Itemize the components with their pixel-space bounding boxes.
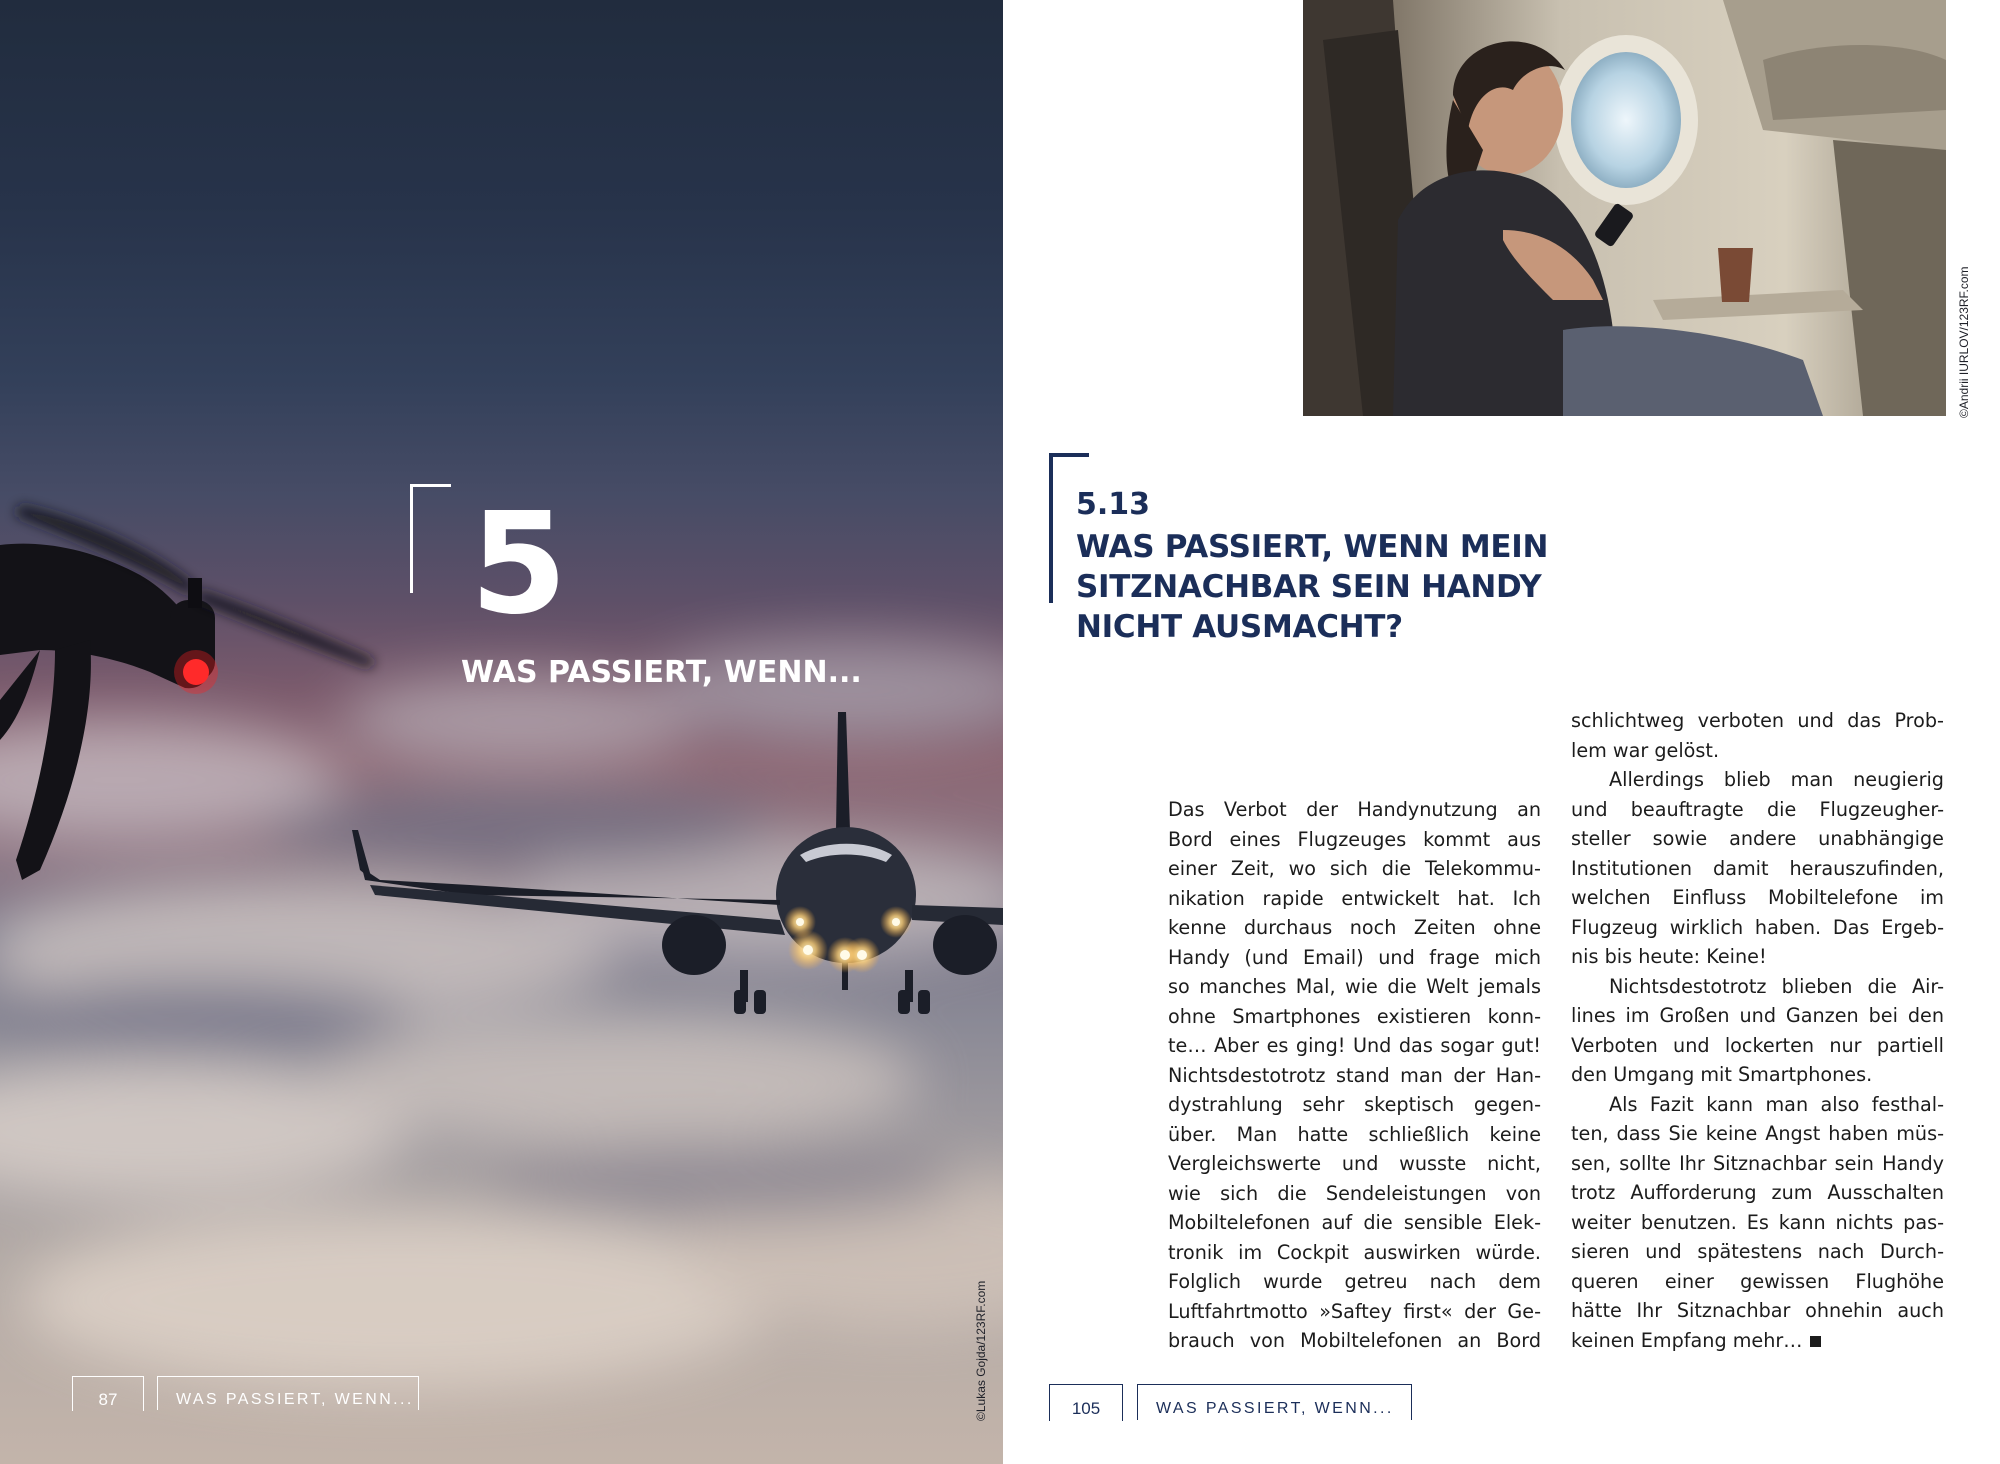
body-text-line: queren einer gewissen Flughöhe bbox=[1571, 1269, 1944, 1293]
body-text-line: lines im Großen und Ganzen bei den bbox=[1571, 1004, 1944, 1027]
body-text-line: Nichtsdestotrotz blieben die Air- bbox=[1609, 974, 1944, 998]
body-text-line: Als Fazit kann man also festhal- bbox=[1609, 1092, 1944, 1116]
body-text-line: Verboten und lockerten nur partiell bbox=[1571, 1033, 1944, 1057]
chapter-bracket bbox=[410, 484, 451, 593]
cabin-photo bbox=[1303, 0, 1946, 416]
body-text-line: te… Aber es ging! Und das sogar gut! bbox=[1168, 1034, 1541, 1057]
page-number: 105 bbox=[1049, 1384, 1123, 1421]
body-text-line: trotz Aufforderung zum Ausschalten bbox=[1571, 1181, 1944, 1204]
body-text-line: Das Verbot der Handynutzung an bbox=[1168, 798, 1541, 821]
section-title-line: NICHT AUSMACHT? bbox=[1076, 609, 1403, 645]
body-text-line: tronik im Cockpit auswirken würde. bbox=[1168, 1240, 1541, 1264]
body-text-line: sen, sollte Ihr Sitznachbar sein Handy bbox=[1571, 1151, 1944, 1175]
passenger-photo-illustration bbox=[1303, 0, 1946, 416]
body-text-line: lem war gelöst. bbox=[1571, 738, 1720, 762]
body-column-left bbox=[1168, 795, 1541, 1356]
body-text-line: wie sich die Sendeleistungen von bbox=[1168, 1181, 1541, 1205]
body-text-line: nikation rapide entwickelt hat. Ich bbox=[1168, 886, 1541, 910]
body-text-line: welchen Einfluss Mobiltelefone im bbox=[1571, 886, 1944, 909]
body-text-line: steller sowie andere unabhängige bbox=[1571, 827, 1944, 850]
page-footer bbox=[0, 1376, 1003, 1426]
body-text-line: weiter benutzen. Es kann nichts pas- bbox=[1571, 1210, 1944, 1234]
body-text-line: über. Man hatte schließlich keine bbox=[1168, 1122, 1541, 1146]
page-footer bbox=[1003, 1384, 2000, 1434]
chapter-number: 5 bbox=[470, 483, 564, 646]
body-text-line: brauch von Mobiltelefonen an Bord bbox=[1168, 1329, 1541, 1352]
body-text-line: so manches Mal, wie die Welt jemals bbox=[1168, 975, 1541, 998]
section-title-line: SITZNACHBAR SEIN HANDY bbox=[1076, 569, 1542, 605]
body-text-line: Vergleichswerte und wusste nicht, bbox=[1168, 1152, 1541, 1175]
body-text-line: dystrahlung sehr skeptisch gegen- bbox=[1168, 1093, 1541, 1116]
right-page bbox=[1003, 0, 2000, 1464]
body-text-line: hätte Ihr Sitznachbar ohnehin auch bbox=[1571, 1299, 1944, 1322]
section-title-line: WAS PASSIERT, WENN MEIN bbox=[1076, 529, 1549, 565]
body-text-line: ten, dass Sie keine Angst haben müs- bbox=[1571, 1122, 1944, 1145]
body-text-line: schlichtweg verboten und das Prob- bbox=[1571, 709, 1944, 732]
body-text-line: Flugzeug wirklich haben. Das Ergeb- bbox=[1571, 915, 1944, 939]
end-of-article-square-icon bbox=[1810, 1336, 1821, 1347]
body-text-line: den Umgang mit Smartphones. bbox=[1571, 1063, 1873, 1086]
body-column-right bbox=[1571, 706, 1944, 1355]
photo-credit: ©Lukas Gojda/123RF.com bbox=[974, 1280, 988, 1421]
body-text-line: Bord eines Flugzeuges kommt aus bbox=[1168, 827, 1541, 851]
body-text-line: Nichtsdestotrotz stand man der Han- bbox=[1168, 1063, 1541, 1087]
body-text-line: Allerdings blieb man neugierig bbox=[1609, 768, 1944, 791]
body-text-line: Handy (und Email) und frage mich bbox=[1168, 945, 1541, 969]
running-title: WAS PASSIERT, WENN... bbox=[1137, 1384, 1412, 1420]
body-text-line: ohne Smartphones existieren konn- bbox=[1168, 1004, 1541, 1028]
chapter-title: WAS PASSIERT, WENN... bbox=[461, 655, 862, 690]
body-text-line-final bbox=[1571, 1326, 1944, 1356]
body-text-line: Folglich wurde getreu nach dem bbox=[1168, 1270, 1541, 1293]
body-text-line: einer Zeit, wo sich die Telekommu- bbox=[1168, 857, 1541, 880]
page-number: 87 bbox=[72, 1376, 144, 1411]
section-title bbox=[1076, 527, 1636, 647]
body-text-line: sieren und spätestens nach Durch- bbox=[1571, 1240, 1944, 1263]
photo-credit: ©Andrii IURLOV/123RF.com bbox=[1957, 266, 1971, 418]
body-text-line: und beauftragte die Flugzeugher- bbox=[1571, 797, 1944, 821]
body-text-final-words: keinen Empfang mehr… bbox=[1571, 1328, 1803, 1352]
section-number: 5.13 bbox=[1076, 487, 1151, 522]
running-title: WAS PASSIERT, WENN... bbox=[157, 1376, 419, 1410]
body-text-line: kenne durchaus noch Zeiten ohne bbox=[1168, 916, 1541, 939]
body-text-line: Institutionen damit herauszufinden, bbox=[1571, 856, 1944, 880]
body-text-line: Mobiltelefonen auf die sensible Elek- bbox=[1168, 1211, 1541, 1234]
body-text-line: nis bis heute: Keine! bbox=[1571, 945, 1767, 968]
body-text-line: Luftfahrtmotto »Saftey first« der Ge- bbox=[1168, 1299, 1541, 1323]
